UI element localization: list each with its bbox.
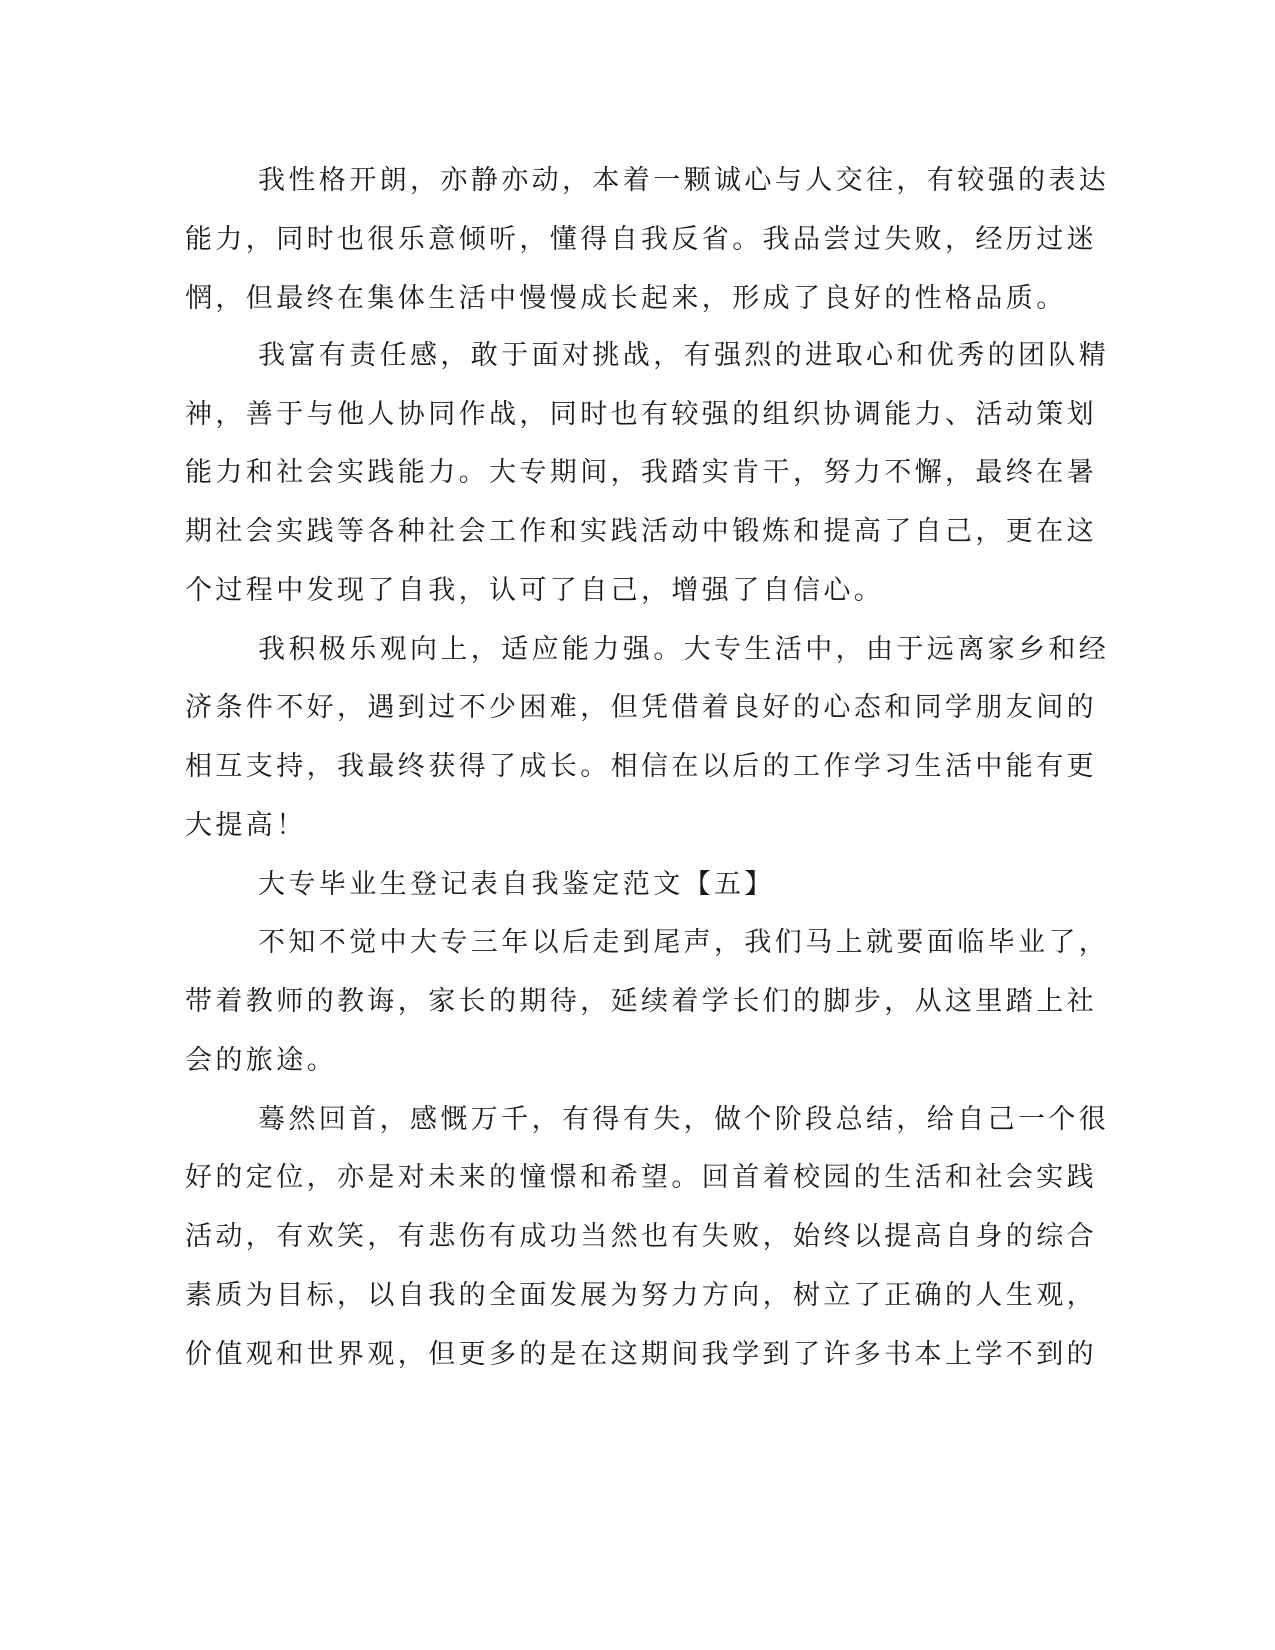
text-line: 能力，同时也很乐意倾听，懂得自我反省。我品尝过失败，经历过迷	[185, 224, 1097, 255]
text-line: 我积极乐观向上，适应能力强。大专生活中，由于远离家乡和经	[258, 634, 1110, 665]
text-line: 素质为目标，以自我的全面发展为努力方向，树立了正确的人生观，	[185, 1280, 1097, 1311]
text-line: 能力和社会实践能力。大专期间，我踏实肯干，努力不懈，最终在暑	[185, 457, 1097, 488]
text-line: 我性格开朗，亦静亦动，本着一颗诚心与人交往，有较强的表达	[258, 165, 1110, 196]
section-heading: 大专毕业生登记表自我鉴定范文【五】	[258, 869, 775, 900]
text-line: 个过程中发现了自我，认可了自己，增强了自信心。	[185, 575, 885, 606]
text-line: 带着教师的教诲，家长的期待，延续着学长们的脚步，从这里踏上社	[185, 986, 1097, 1017]
text-line: 神，善于与他人协同作战，同时也有较强的组织协调能力、活动策划	[185, 399, 1097, 430]
text-line: 大提高！	[185, 810, 307, 841]
text-line: 价值观和世界观，但更多的是在这期间我学到了许多书本上学不到的	[185, 1339, 1097, 1370]
text-line: 惘，但最终在集体生活中慢慢成长起来，形成了良好的性格品质。	[185, 283, 1067, 314]
text-line: 活动，有欢笑，有悲伤有成功当然也有失败，始终以提高自身的综合	[185, 1221, 1097, 1252]
text-line: 蓦然回首，感慨万千，有得有失，做个阶段总结，给自己一个很	[258, 1104, 1110, 1135]
text-line: 我富有责任感，敢于面对挑战，有强烈的进取心和优秀的团队精	[258, 340, 1110, 371]
text-line: 济条件不好，遇到过不少困难，但凭借着良好的心态和同学朋友间的	[185, 692, 1097, 723]
text-line: 期社会实践等各种社会工作和实践活动中锻炼和提高了自己，更在这	[185, 516, 1097, 547]
text-line: 不知不觉中大专三年以后走到尾声，我们马上就要面临毕业了，	[258, 927, 1110, 958]
text-line: 会的旅途。	[185, 1045, 337, 1076]
text-line: 相互支持，我最终获得了成长。相信在以后的工作学习生活中能有更	[185, 751, 1097, 782]
text-line: 好的定位，亦是对未来的憧憬和希望。回首着校园的生活和社会实践	[185, 1162, 1097, 1193]
